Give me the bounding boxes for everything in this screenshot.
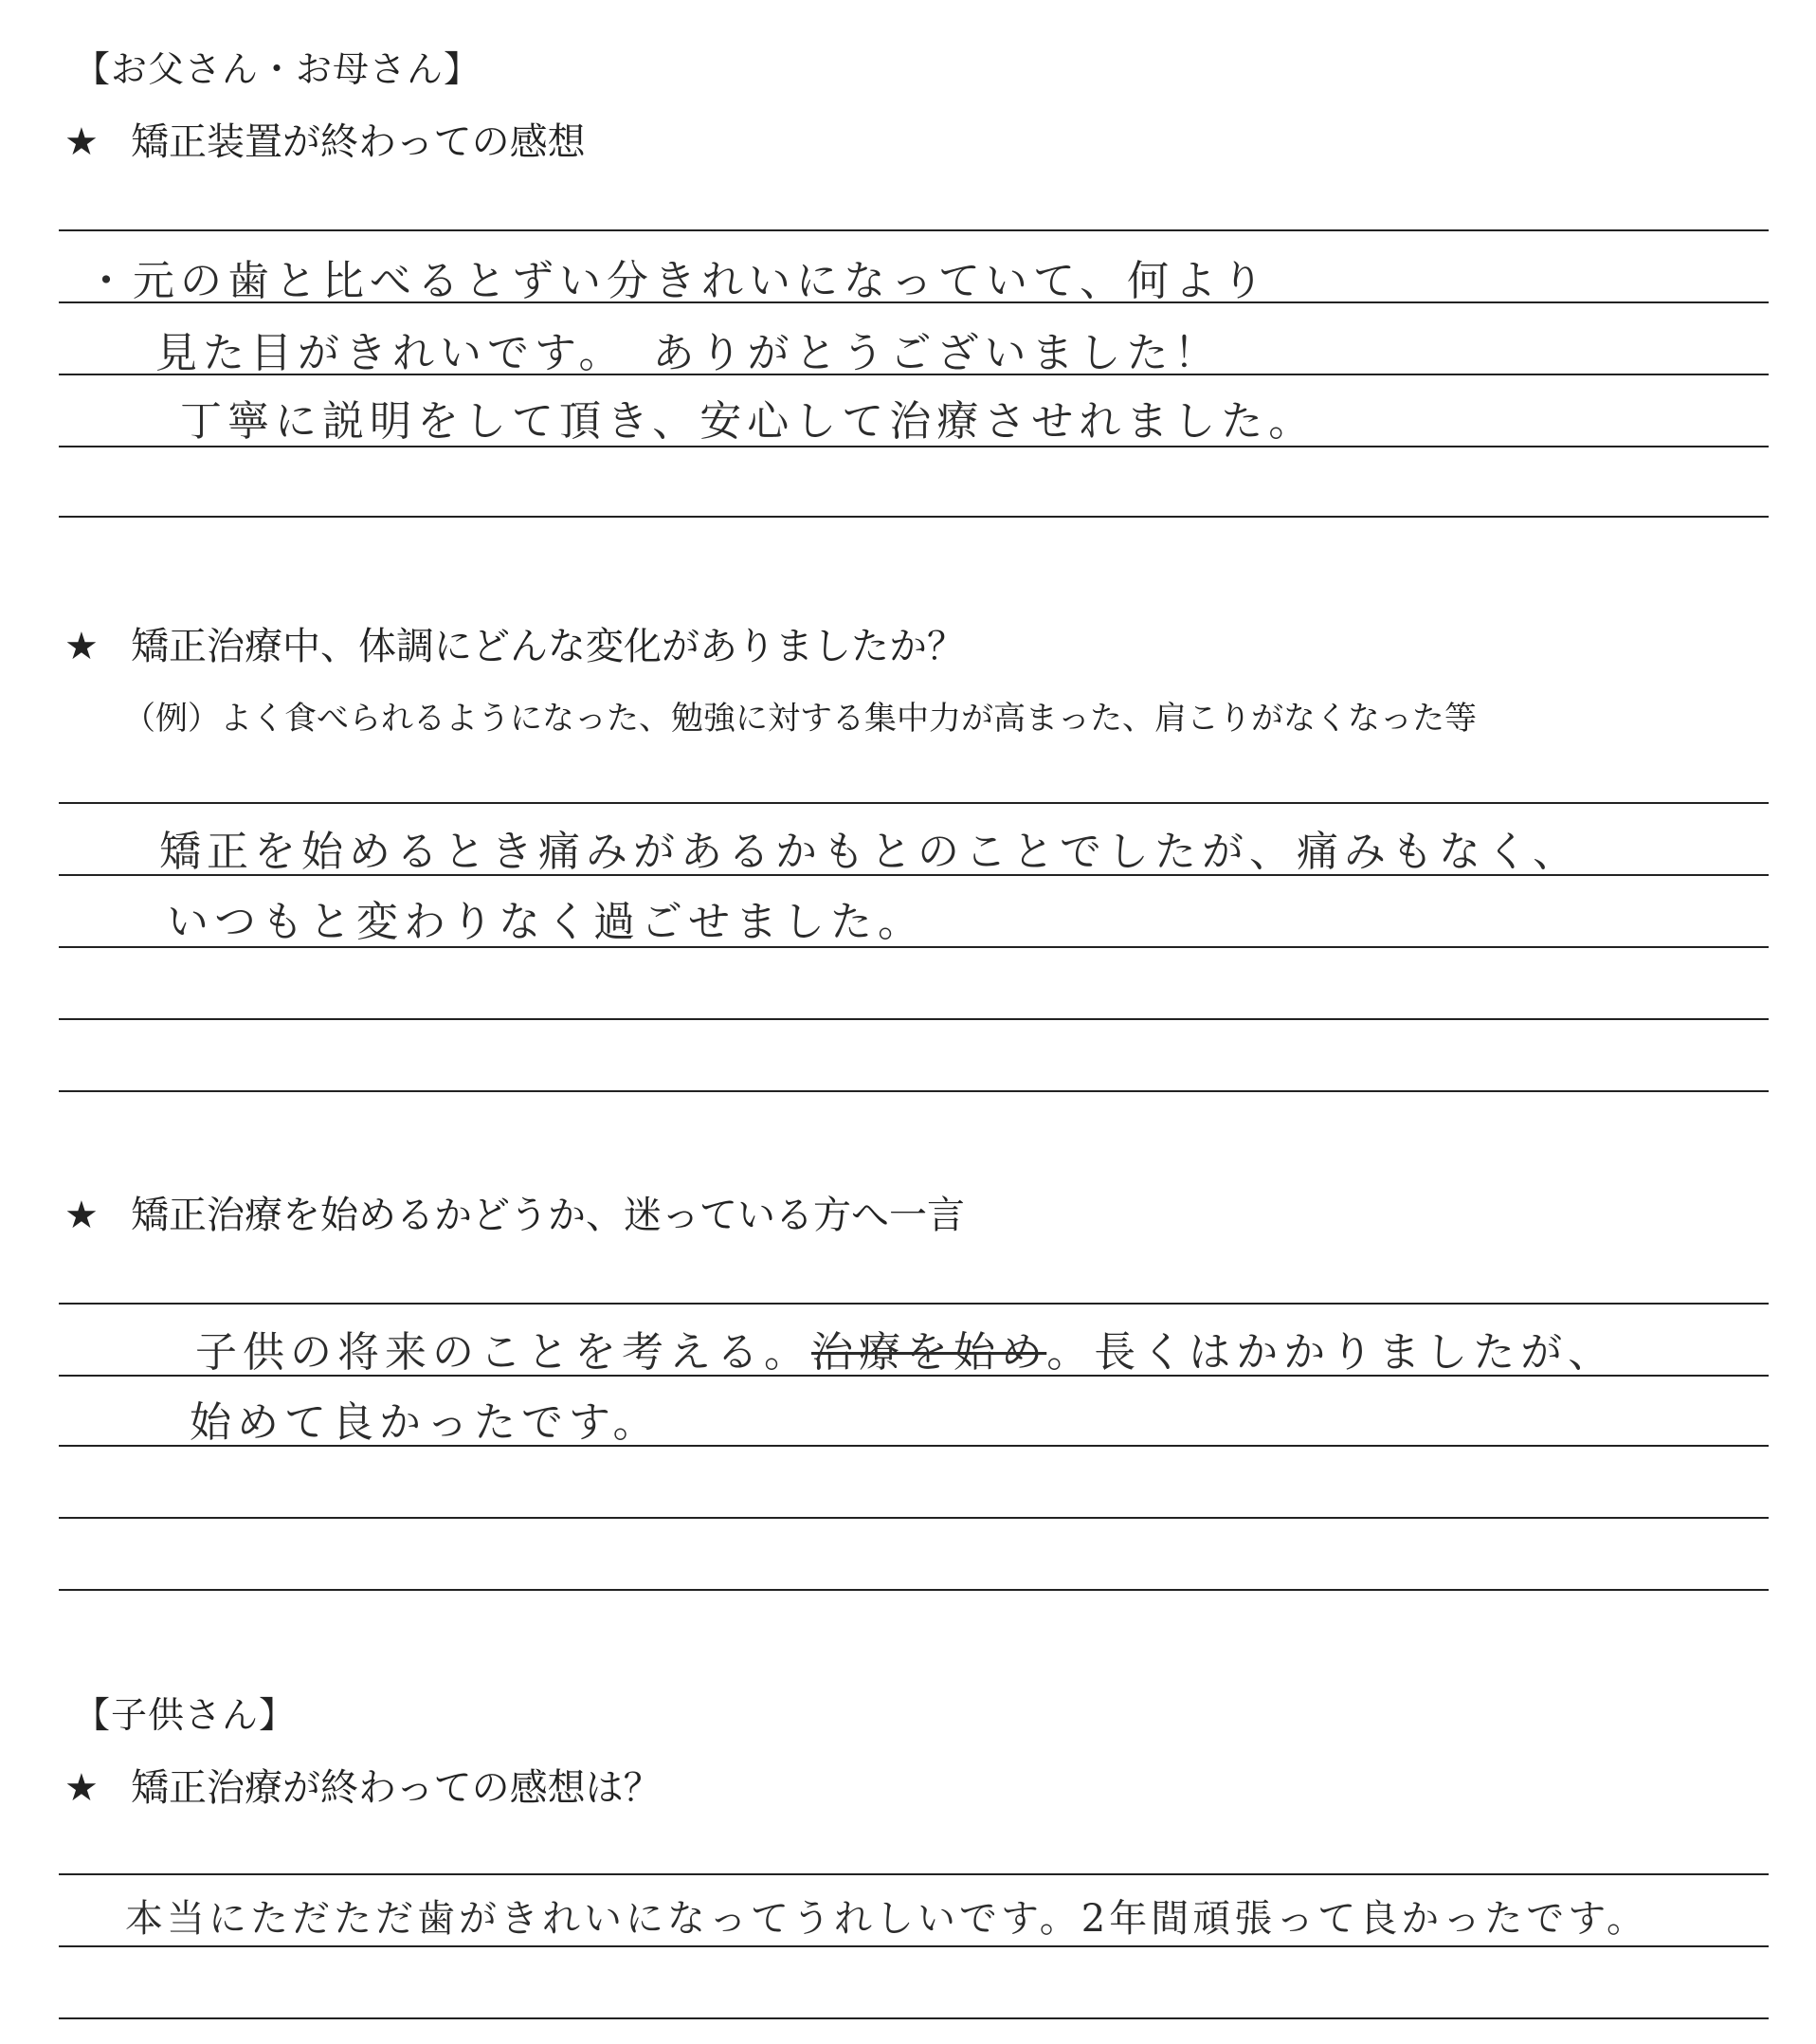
answer-line bbox=[59, 301, 1769, 303]
answer-line bbox=[59, 1375, 1769, 1377]
answer-line bbox=[59, 1517, 1769, 1519]
struck-out-text: 治療を始め bbox=[811, 1328, 1047, 1377]
parents-question-3 bbox=[64, 1185, 965, 1239]
parents-question-2 bbox=[64, 616, 965, 670]
answer-line bbox=[59, 1303, 1769, 1305]
child-question-1 bbox=[64, 1758, 662, 1812]
child-heading: 【子供さん】 bbox=[74, 1694, 297, 1736]
handwritten-answer: 見た目がきれいです。 ありがとうございました！ bbox=[155, 329, 1222, 377]
handwritten-answer bbox=[195, 1318, 1615, 1378]
answer-text: 。長くはかかりましたが、 bbox=[1046, 1328, 1616, 1377]
handwritten-answer: ・元の歯と比べるとずい分きれいになっていて、何より bbox=[85, 257, 1270, 305]
answer-line bbox=[59, 1945, 1769, 1947]
question-text: 矯正治療が終わっての感想は？ bbox=[131, 1766, 662, 1810]
answer-text: 子供の将来のことを考える。 bbox=[195, 1328, 811, 1377]
answer-line bbox=[59, 446, 1769, 447]
handwritten-answer: 矯正を始めるとき痛みがあるかもとのことでしたが、痛みもなく、 bbox=[159, 828, 1581, 876]
answer-line bbox=[59, 2017, 1769, 2019]
question-example: （例）よく食べられるようになった、勉強に対する集中力が高まった、肩こりがなくなった等 bbox=[123, 700, 1477, 738]
parents-heading: 【お父さん・お母さん】 bbox=[74, 48, 481, 90]
star-icon: ★ bbox=[64, 1194, 99, 1237]
question-text: 矯正治療を始めるかどうか、迷っている方へ一言 bbox=[131, 1194, 965, 1237]
question-text: 矯正装置が終わっての感想 bbox=[131, 120, 586, 164]
parents-question-1 bbox=[64, 112, 586, 166]
handwritten-answer: 始めて良かったです。 bbox=[190, 1398, 661, 1447]
answer-line bbox=[59, 516, 1769, 518]
answer-line bbox=[59, 874, 1769, 876]
answer-line bbox=[59, 946, 1769, 948]
handwritten-answer: いつもと変わりなく過ごせました。 bbox=[167, 898, 925, 946]
handwritten-answer: 本当にただただ歯がきれいになってうれしいです。2年間頑張って良かったです。 bbox=[125, 1897, 1649, 1941]
answer-line bbox=[59, 1873, 1769, 1875]
answer-line bbox=[59, 802, 1769, 804]
question-text: 矯正治療中、体調にどんな変化がありましたか？ bbox=[131, 625, 965, 668]
answer-line bbox=[59, 1018, 1769, 1020]
answer-line bbox=[59, 1090, 1769, 1092]
star-icon: ★ bbox=[64, 1766, 99, 1810]
answer-line bbox=[59, 1445, 1769, 1447]
answer-line bbox=[59, 1589, 1769, 1591]
answer-line bbox=[59, 374, 1769, 375]
star-icon: ★ bbox=[64, 120, 99, 164]
handwritten-answer: 丁寧に説明をして頂き、安心して治療させれました。 bbox=[180, 397, 1317, 446]
star-icon: ★ bbox=[64, 625, 99, 668]
answer-line bbox=[59, 229, 1769, 231]
